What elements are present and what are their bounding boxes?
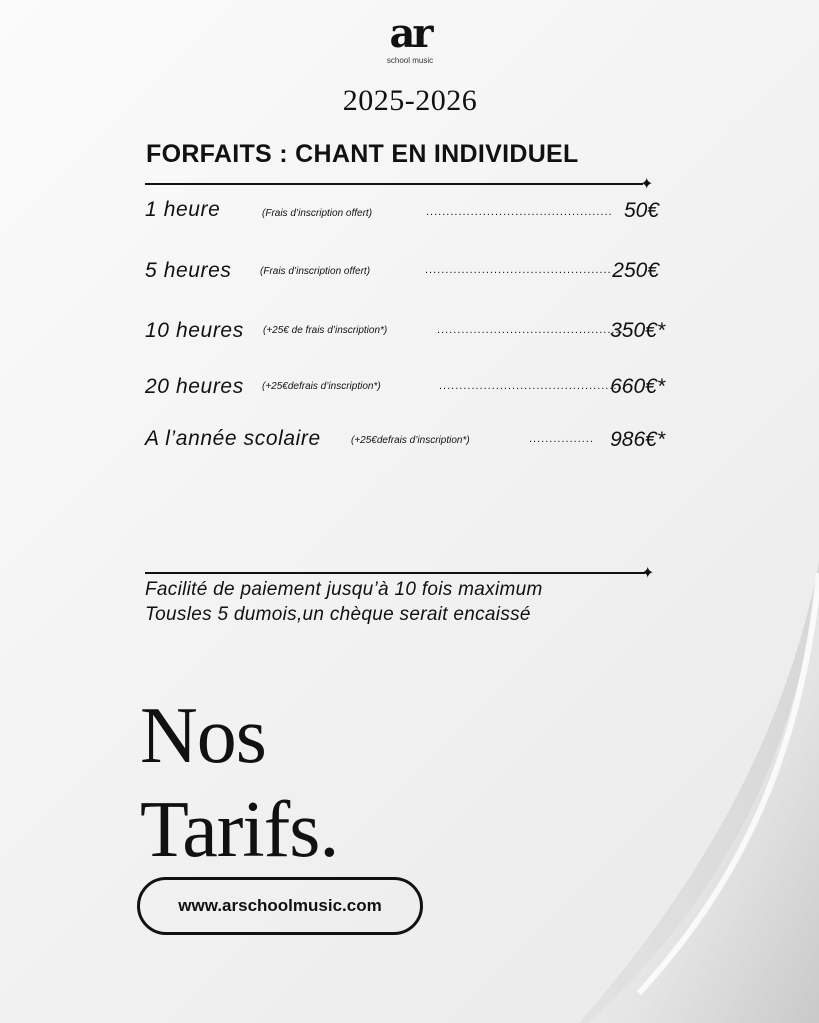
package-name: A l’année scolaire [145, 427, 321, 450]
package-price: 50€ [623, 199, 659, 222]
package-price: 350€* [610, 319, 665, 342]
package-note: (+25€ de frais d’inscription*) [263, 325, 388, 336]
sparkle-icon: ✦ [641, 563, 655, 582]
season-year: 2025-2026 [342, 84, 478, 117]
title-line-1: Nos [140, 692, 266, 780]
package-name: 1 heure [145, 198, 221, 221]
price-row [145, 427, 665, 459]
divider-bottom [145, 572, 645, 574]
package-note: (Frais d’inscription offert) [260, 266, 371, 277]
divider-top [145, 183, 643, 185]
sparkle-icon: ✦ [640, 174, 654, 193]
payment-line-2: Tousles 5 dumois,un chèque serait encaissé [145, 604, 531, 625]
logo-mark: ar [389, 10, 431, 57]
package-price: 660€* [610, 375, 665, 398]
price-row [145, 319, 665, 351]
logo [370, 10, 450, 65]
dot-leader: .............................................. [439, 380, 626, 392]
title-line-2: Tarifs. [140, 786, 339, 874]
package-price: 250€ [612, 259, 659, 282]
price-row [145, 375, 665, 407]
package-name: 10 heures [145, 319, 244, 342]
price-row [145, 259, 665, 291]
package-note: (+25€defrais d’inscription*) [262, 381, 381, 392]
dot-leader: .............................................. [426, 206, 613, 218]
payment-terms [145, 577, 543, 627]
dot-leader: .............................................. [425, 264, 612, 276]
price-row [145, 198, 665, 230]
dot-leader: .............................................. [437, 324, 624, 336]
website-link-button[interactable]: www.arschoolmusic.com [137, 877, 423, 935]
package-note: (+25€defrais d’inscription*) [351, 435, 470, 446]
package-name: 5 heures [145, 259, 232, 282]
payment-line-1: Facilité de paiement jusqu’à 10 fois maximum [145, 579, 543, 600]
package-price: 986€* [610, 428, 665, 451]
package-note: (Frais d’inscription offert) [262, 208, 373, 219]
logo-subtitle: school music [386, 56, 434, 65]
page-curl-decoration [459, 563, 819, 1023]
section-heading: FORFAITS : CHANT EN INDIVIDUEL [146, 140, 579, 168]
package-name: 20 heures [145, 375, 244, 398]
dot-leader: ................ [529, 433, 594, 445]
